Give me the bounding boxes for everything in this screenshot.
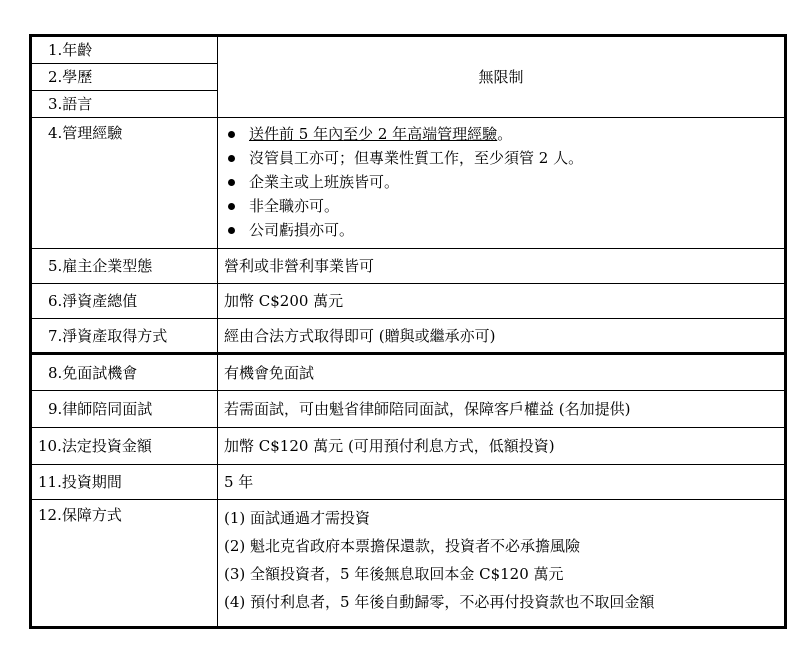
guarantee-list — [224, 504, 778, 616]
table-row-no-interview — [31, 354, 786, 391]
row-label-no-interview: 8.免面試機會 — [31, 354, 218, 391]
table-row-management — [31, 118, 786, 249]
table-row-guarantee — [31, 500, 786, 628]
list-item — [224, 122, 778, 146]
underlined-text: 至少 2 年高端管理經驗 — [343, 125, 498, 143]
list-item-text: 非全職亦可。 — [249, 197, 340, 215]
table-row-investment — [31, 428, 786, 465]
list-item — [224, 194, 778, 218]
row-label-language: 3.語言 — [31, 91, 218, 118]
list-item-text: 企業主或上班族皆可。 — [249, 173, 400, 191]
value-employer-type: 營利或非營利事業皆可 — [218, 249, 786, 284]
bullet-icon — [228, 227, 235, 234]
table-row-employer-type — [31, 249, 786, 284]
management-list — [224, 122, 778, 242]
list-item: (4) 預付利息者，5 年後自動歸零，不必再付投資款也不取回金額 — [224, 593, 655, 611]
row-label-acquire: 7.淨資產取得方式 — [31, 319, 218, 354]
row-label-guarantee: 12.保障方式 — [31, 500, 218, 628]
table-row-net-worth — [31, 284, 786, 319]
table-row-acquire — [31, 319, 786, 354]
management-cell — [218, 118, 786, 249]
underlined-text: 送件前 5 年內 — [249, 125, 344, 143]
list-item: (1) 面試通過才需投資 — [224, 509, 371, 527]
value-lawyer: 若需面試，可由魁省律師陪同面試，保障客戶權益 (名加提供) — [218, 391, 786, 428]
list-item: (3) 全額投資者，5 年後無息取回本金 C$120 萬元 — [224, 565, 564, 583]
list-item — [224, 170, 778, 194]
table-row-age — [31, 36, 786, 64]
value-no-interview: 有機會免面試 — [218, 354, 786, 391]
row-label-net-worth: 6.淨資產總值 — [31, 284, 218, 319]
bullet-icon — [228, 179, 235, 186]
requirements-table — [29, 34, 787, 629]
merged-value-no-limit: 無限制 — [218, 36, 786, 118]
list-item: (2) 魁北克省政府本票擔保還款，投資者不必承擔風險 — [224, 537, 581, 555]
value-acquire: 經由合法方式取得即可 (贈與或繼承亦可) — [218, 319, 786, 354]
list-item-text: 。 — [497, 125, 513, 143]
value-investment: 加幣 C$120 萬元 (可用預付利息方式，低額投資) — [218, 428, 786, 465]
row-label-education: 2.學歷 — [31, 64, 218, 91]
value-net-worth: 加幣 C$200 萬元 — [218, 284, 786, 319]
row-label-period: 11.投資期間 — [31, 465, 218, 500]
row-label-employer-type: 5.雇主企業型態 — [31, 249, 218, 284]
value-period: 5 年 — [218, 465, 786, 500]
row-label-lawyer: 9.律師陪同面試 — [31, 391, 218, 428]
table-row-period — [31, 465, 786, 500]
list-item-text: 沒管員工亦可；但專業性質工作，至少須管 2 人。 — [249, 149, 584, 167]
list-item — [224, 146, 778, 170]
list-item-text: 公司虧損亦可。 — [249, 221, 355, 239]
guarantee-cell — [218, 500, 786, 628]
row-label-investment: 10.法定投資金額 — [31, 428, 218, 465]
row-label-management: 4.管理經驗 — [31, 118, 218, 249]
table-row-lawyer — [31, 391, 786, 428]
bullet-icon — [228, 131, 235, 138]
bullet-icon — [228, 155, 235, 162]
row-label-age: 1.年齡 — [31, 36, 218, 64]
list-item — [224, 218, 778, 242]
bullet-icon — [228, 203, 235, 210]
